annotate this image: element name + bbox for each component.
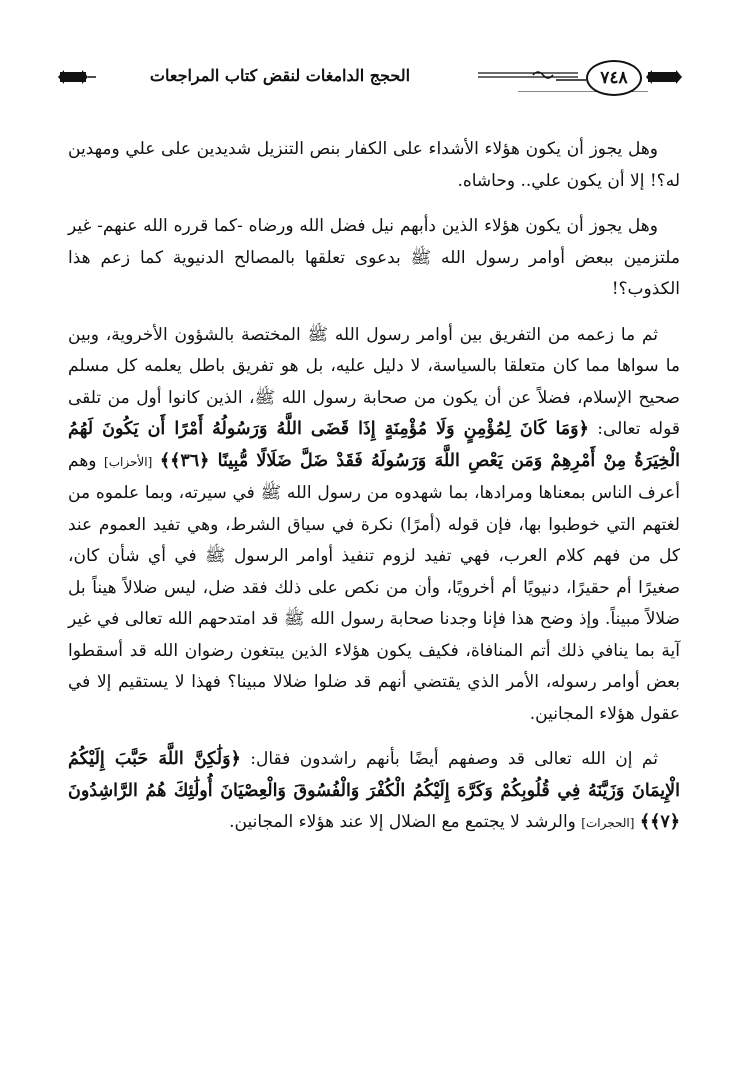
main-text: [68, 134, 680, 854]
paragraph-text: وهل يجوز أن يكون هؤلاء الأشداء على الكفار بنص التنزيل شديدين على علي ومهدين له؟! إلا أن يكون علي.. وحاشاه.: [68, 139, 680, 191]
quran-verse: ﴿وَمَا كَانَ لِمُؤْمِنٍ وَلَا مُؤْمِنَةٍ إِذَا قَضَى اللَّهُ وَرَسُولُهُ أَمْرًا أَن يَكُونَ لَهُمُ الْخِيَرَةُ مِنْ أَمْرِهِمْ وَمَن يَعْصِ اللَّهَ وَرَسُولَهُ فَقَدْ ضَلَّ ضَلَالًا مُّبِينًا ﴿٣٦﴾﴾: [68, 419, 681, 471]
paragraph-text: والرشد لا يجتمع مع الضلال إلا عند هؤلاء المجانين.: [229, 812, 582, 832]
page-number: ٧٤٨: [586, 60, 642, 96]
paragraph: [68, 211, 680, 306]
paragraph: [68, 320, 680, 731]
paragraph-text: ثم إن الله تعالى قد وصفهم أيضًا بأنهم راشدون فقال:: [240, 749, 658, 769]
paragraph: [68, 744, 680, 840]
running-title: الحجج الدامغات لنقض كتاب المراجعات: [149, 66, 411, 85]
paragraph-text: ثم ما زعمه من التفريق بين أوامر رسول الله ﷺ المختصة بالشؤون الأخروية، وبين ما سواها مما كان متعلقا بالسياسة، لا دليل عليه، بل هو تفريق باطل يعلمه كل مسلم صحيح الإسلام، فضلاً عن أن يكون من صحابة رسول الله ﷺ، الذين كانوا أول من تلقى قوله تعالى:: [68, 324, 680, 439]
paragraph: [68, 134, 680, 197]
paragraph-text: وهل يجوز أن يكون هؤلاء الذين دأبهم نيل فضل الله ورضاه -كما قرره الله عنهم- غير ملتزمين ببعض أوامر رسول الله ﷺ بدعوى تعلقها بالمصالح الدنيوية كما زعم هذا الكذوب؟!: [68, 216, 680, 299]
surah-reference: [الأحزاب]: [104, 454, 153, 469]
paragraph-text: وهم أعرف الناس بمعناها ومرادها، بما شهدوه من رسول الله ﷺ في سيرته، وبما علموه من لغتهم التي خوطبوا بها، فإن قوله (أمرًا) نكرة في سياق الشرط، وهي تفيد العموم عند كل من فهم كلام العرب، فهي تفيد لزوم تنفيذ أوامر الرسول ﷺ في أي شأن كان، صغيرًا أم حقيرًا، دنيويًا أم أخرويًا، وأن من نكص على ذلك فقد ضل، ليس ضلالاً هيناً بل ضلالاً مبيناً. وإذ وضح هذا فإنا وجدنا صحابة رسول الله ﷺ قد امتدحهم الله تعالى في غير آية بما ينافي ذلك أتم المنافاة، فكيف يكون هؤلاء الذين يبتغون رضوان الله قد أسقطوا بعض أوامر رسوله، الأمر الذي يقتضي أنهم قد ضلوا ضلالا مبينا؟ فهذا لا يستقيم إلا في عقول هؤلاء المجانين.: [68, 450, 680, 724]
quran-verse: ﴿وَلَٰكِنَّ اللَّهَ حَبَّبَ إِلَيْكُمُ الْإِيمَانَ وَزَيَّنَهُ فِي قُلُوبِكُمْ وَكَرَّهَ إِلَيْكُمُ الْكُفْرَ وَالْفُسُوقَ وَالْعِصْيَانَ أُولَٰئِكَ هُمُ الرَّاشِدُونَ ﴿٧﴾﴾: [68, 749, 680, 832]
surah-reference: [الحجرات]: [581, 816, 635, 830]
